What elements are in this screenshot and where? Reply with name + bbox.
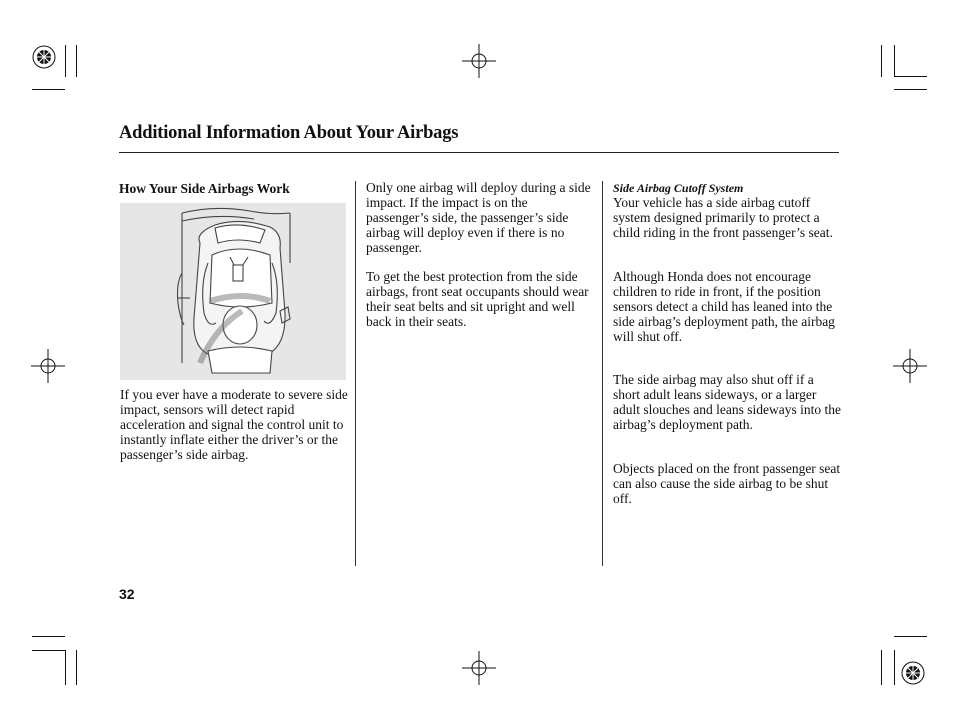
subsection-heading: Side Airbag Cutoff System [613, 181, 744, 195]
side-airbag-seat-illustration-icon [120, 203, 346, 380]
middle-paragraph-1: Only one airbag will deploy during a side impact. If the impact is on the passenger’s side, the passenger’s side airbag will deploy even if there is no passenger. [366, 180, 591, 255]
crosshair-icon [462, 44, 496, 78]
right-paragraph-2: Although Honda does not encourage children to ride in front, if the position sensors detect a child has leaned into the side airbag’s deployment path, the airbag will shut off. [613, 269, 835, 344]
right-paragraph-1: Your vehicle has a side airbag cutoff system designed primarily to protect a child riding in the front passenger’s seat. [613, 195, 833, 240]
page-title: Additional Information About Your Airbags [119, 123, 459, 143]
page-number: 32 [119, 586, 135, 602]
registration-target-icon [900, 660, 926, 686]
column-divider [355, 181, 356, 566]
middle-paragraph-2: To get the best protection from the side airbags, front seat occupants should wear their seat belts and sit upright and well back in their seats. [366, 269, 589, 329]
title-rule [119, 152, 839, 153]
crosshair-icon [893, 349, 927, 383]
right-paragraph-3: The side airbag may also shut off if a short adult leans sideways, or a larger adult slouches and leans sideways into the airbag’s deployment path. [613, 372, 841, 432]
column-divider [602, 181, 603, 566]
section-heading: How Your Side Airbags Work [119, 181, 290, 196]
left-paragraph: If you ever have a moderate to severe side impact, sensors will detect rapid acceleration and signal the control unit to instantly inflate either the driver’s or the passenger’s side airbag. [120, 387, 348, 462]
right-paragraph-4: Objects placed on the front passenger seat can also cause the side airbag to be shut off. [613, 461, 841, 506]
crosshair-icon [462, 651, 496, 685]
crosshair-icon [31, 349, 65, 383]
registration-target-icon [31, 44, 57, 70]
